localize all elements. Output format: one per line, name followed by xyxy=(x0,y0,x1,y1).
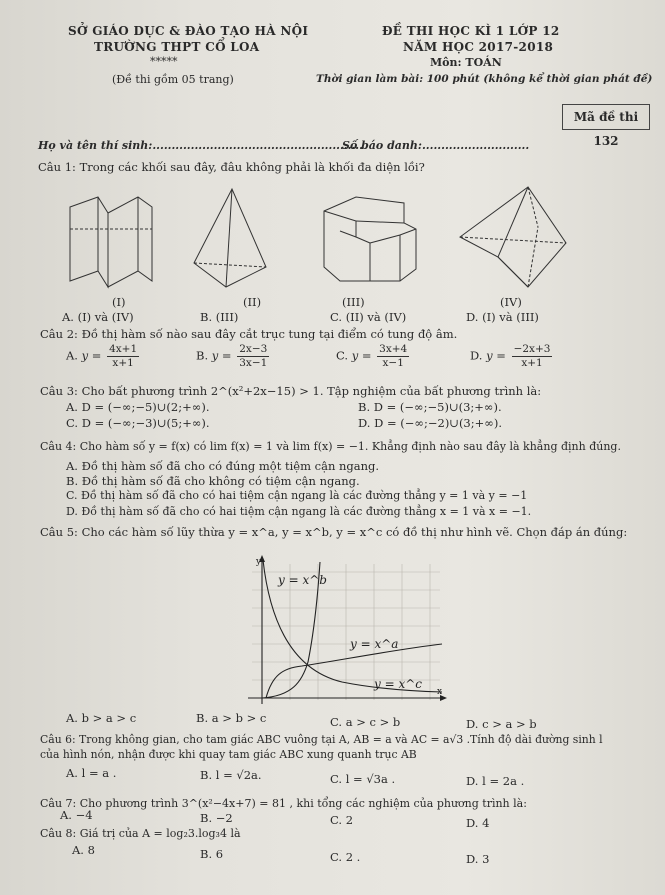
q1-figure-label-2: (II) xyxy=(243,295,262,309)
q1-figure-label-3: (III) xyxy=(342,295,365,309)
question-1: Câu 1: Trong các khối sau đây, đâu không phải là khối đa diện lồi? xyxy=(38,160,425,174)
q2-option-b-label: B. xyxy=(196,348,209,363)
figure-1-solid xyxy=(70,197,152,287)
q6-option-a: A. l = a . xyxy=(66,766,117,780)
question-7: Câu 7: Cho phương trình 3^(x²−4x+7) = 81 , khi tổng các nghiệm của phương trình là: xyxy=(40,797,527,810)
curve-label-c: y = x^c xyxy=(374,677,423,691)
q1-figure-label-4: (IV) xyxy=(500,295,522,309)
q5-option-a: A. b > a > c xyxy=(66,711,137,725)
q3-option-b: B. D = (−∞;−5)∪(3;+∞). xyxy=(358,400,502,414)
figure-4-solid xyxy=(460,187,566,287)
q1-option-c: C. (II) và (IV) xyxy=(330,310,407,324)
question-3: Câu 3: Cho bất phương trình 2^(x²+2x−15) > 1. Tập nghiệm của bất phương trình là: xyxy=(40,384,542,398)
q8-option-d: D. 3 xyxy=(466,852,490,866)
q2-option-c-fraction: $\frac{3x+4}{x-1}$ xyxy=(379,343,408,369)
q3-option-d: D. D = (−∞;−2)∪(3;+∞). xyxy=(358,416,502,430)
q5-option-d: D. c > a > b xyxy=(466,717,537,731)
department-name: SỞ GIÁO DỤC & ĐÀO TẠO HÀ NỘI xyxy=(68,24,309,38)
q2-option-a-label: A. xyxy=(66,348,78,363)
q6-option-c: C. l = √3a . xyxy=(330,772,396,786)
figure-2-solid xyxy=(194,189,266,287)
figure-3-solid xyxy=(324,197,416,281)
q1-option-d: D. (I) và (III) xyxy=(466,310,539,324)
q7-option-d: D. 4 xyxy=(466,816,490,830)
q5-power-function-graph xyxy=(222,552,450,712)
question-5: Câu 5: Cho các hàm số lũy thừa y = x^a, y = x^b, y = x^c có đồ thị như hình vẽ. Chọn đáp án đúng: xyxy=(40,525,628,539)
q7-option-b: B. −2 xyxy=(200,811,233,825)
question-4: Câu 4: Cho hàm số y = f(x) có lim f(x) = 1 và lim f(x) = −1. Khẳng định nào sau đây là khẳng định đúng. xyxy=(40,440,621,453)
q7-option-c: C. 2 xyxy=(330,813,354,827)
exam-code-box: Mã đề thi 132 xyxy=(562,104,650,130)
q8-option-b: B. 6 xyxy=(200,847,224,861)
question-2: Câu 2: Đồ thị hàm số nào sau đây cắt trục tung tại điểm có tung độ âm. xyxy=(40,327,458,341)
q4-option-b: B. Đồ thị hàm số đã cho không có tiệm cận ngang. xyxy=(66,474,360,488)
q2-option-b-fraction: $\frac{2x-3}{3x-1}$ xyxy=(239,343,268,369)
q2-option-a: A. y = $\frac{4x+1}{x+1}$ xyxy=(66,343,138,369)
q4-option-a: A. Đồ thị hàm số đã cho có đúng một tiệm cận ngang. xyxy=(66,459,380,473)
header-stars: ***** xyxy=(150,55,178,68)
curve-label-a: y = x^a xyxy=(350,637,399,651)
q1-solid-figures xyxy=(60,183,640,293)
q2-option-d: D. y = $\frac{-2x+3}{x+1}$ xyxy=(470,343,551,369)
q4-option-c: C. Đồ thị hàm số đã cho có hai tiệm cận ngang là các đường thẳng y = 1 và y = −1 xyxy=(66,489,528,502)
q1-figure-label-1: (I) xyxy=(112,295,126,309)
graph-y-label: y xyxy=(256,557,262,567)
graph-x-label: x xyxy=(437,687,443,697)
q1-option-a: A. (I) và (IV) xyxy=(62,310,134,324)
q2-option-c: C. y = $\frac{3x+4}{x-1}$ xyxy=(336,343,408,369)
page-count-note: (Đề thi gồm 05 trang) xyxy=(112,73,234,86)
q3-option-a: A. D = (−∞;−5)∪(2;+∞). xyxy=(66,400,210,414)
q2-option-d-label: D. xyxy=(470,348,483,363)
q2-option-c-label: C. xyxy=(336,348,349,363)
q8-option-a: A. 8 xyxy=(72,843,95,857)
q6-option-d: D. l = 2a . xyxy=(466,774,525,788)
subject: Môn: TOÁN xyxy=(430,56,502,69)
q1-option-b: B. (III) xyxy=(200,310,239,324)
q2-option-a-fraction: $\frac{4x+1}{x+1}$ xyxy=(109,343,138,369)
student-number-field: Số báo danh:............................ xyxy=(342,139,530,152)
school-year: NĂM HỌC 2017-2018 xyxy=(403,40,554,54)
q3-option-c: C. D = (−∞;−3)∪(5;+∞). xyxy=(66,416,210,430)
q8-option-c: C. 2 . xyxy=(330,850,361,864)
exam-duration: Thời gian làm bài: 100 phút (không kể thời gian phát đề) xyxy=(316,73,653,85)
question-8: Câu 8: Giá trị của A = log₂3.log₃4 là xyxy=(40,827,241,840)
student-name-field: Họ và tên thí sinh:....................................................... xyxy=(38,139,363,152)
school-name: TRƯỜNG THPT CỔ LOA xyxy=(94,40,260,54)
q2-option-d-fraction: $\frac{-2x+3}{x+1}$ xyxy=(513,343,551,369)
question-6-line-2: của hình nón, nhận được khi quay tam giác ABC xung quanh trục AB xyxy=(40,748,417,761)
question-6-line-1: Câu 6: Trong không gian, cho tam giác ABC vuông tại A, AB = a và AC = a√3 .Tính độ dài đường sinh l xyxy=(40,733,603,746)
curve-label-b: y = x^b xyxy=(278,573,327,587)
q4-option-d: D. Đồ thị hàm số đã cho có hai tiệm cận ngang là các đường thẳng x = 1 và x = −1. xyxy=(66,505,532,518)
exam-title: ĐỀ THI HỌC KÌ 1 LỚP 12 xyxy=(382,24,560,38)
q5-option-c: C. a > c > b xyxy=(330,715,401,729)
q2-option-b: B. y = $\frac{2x-3}{3x-1}$ xyxy=(196,343,268,369)
q7-option-a: A. −4 xyxy=(60,808,93,822)
q5-option-b: B. a > b > c xyxy=(196,711,267,725)
q6-option-b: B. l = √2a. xyxy=(200,768,262,782)
